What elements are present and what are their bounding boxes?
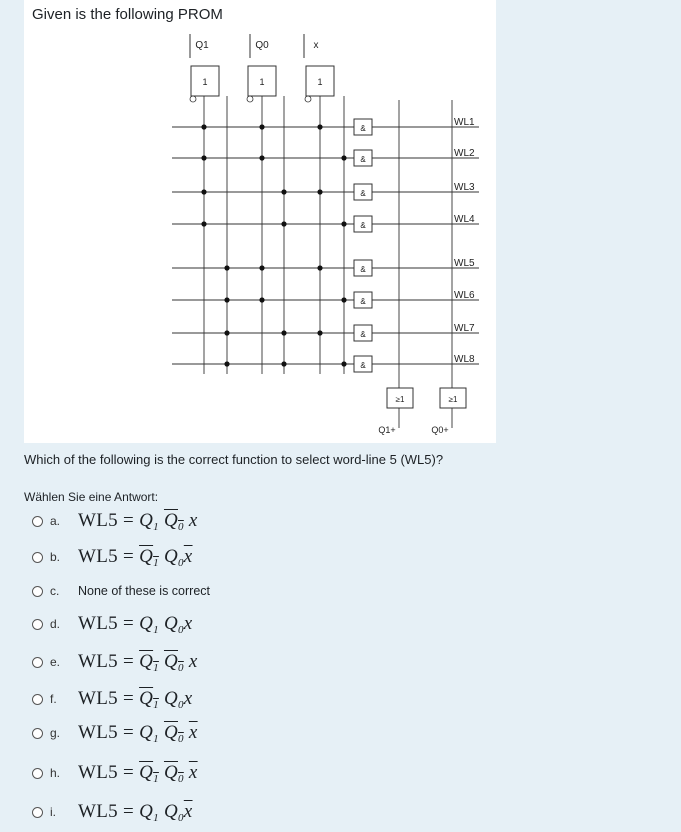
inverter-bubble <box>305 96 311 102</box>
connection-dot <box>259 297 264 302</box>
option-letter: e. <box>50 655 61 669</box>
output-label: Q0+ <box>431 425 449 435</box>
connection-dot <box>341 155 346 160</box>
connection-dot <box>224 330 229 335</box>
connection-dot <box>259 124 264 129</box>
radio-g[interactable] <box>32 728 43 739</box>
prom-diagram <box>24 0 496 443</box>
option-letter: a. <box>50 514 61 528</box>
connection-dot <box>224 361 229 366</box>
radio-d[interactable] <box>32 619 43 630</box>
question-text: Which of the following is the correct function to select word-line 5 (WL5)? <box>24 452 444 467</box>
option-d[interactable] <box>32 609 193 639</box>
and-gate-label: & <box>360 189 366 198</box>
option-formula: $WL5 = Q_1$ $Q_0$ x <box>78 650 198 674</box>
connection-dot <box>201 189 206 194</box>
connection-dot <box>259 155 264 160</box>
and-gate-label: & <box>360 221 366 230</box>
word-line-label: WL7 <box>454 323 475 334</box>
radio-b[interactable] <box>32 552 43 563</box>
answer-prompt: Wählen Sie eine Antwort: <box>24 490 159 504</box>
connection-dot <box>201 124 206 129</box>
option-letter: c. <box>50 584 60 598</box>
connection-dot <box>281 361 286 366</box>
figure-title: Given is the following PROM <box>32 6 223 23</box>
word-line-label: WL4 <box>454 214 475 225</box>
and-gate-label: & <box>360 361 366 370</box>
and-gate-label: & <box>360 330 366 339</box>
word-line-label: WL1 <box>454 117 475 128</box>
connection-dot <box>259 265 264 270</box>
inverter-bubble <box>247 96 253 102</box>
input-label: x <box>313 40 319 51</box>
connection-dot <box>341 297 346 302</box>
buffer-label: 1 <box>259 77 265 87</box>
radio-e[interactable] <box>32 657 43 668</box>
option-letter: f. <box>50 692 57 706</box>
and-gate-label: & <box>360 155 366 164</box>
option-formula: $WL5 = Q_1$ $Q_0x$ <box>78 687 193 711</box>
buffer-label: 1 <box>317 77 323 87</box>
and-gate-label: & <box>360 265 366 274</box>
connection-dot <box>224 265 229 270</box>
option-e[interactable] <box>32 647 198 677</box>
option-f[interactable] <box>32 684 193 714</box>
option-letter: b. <box>50 550 61 564</box>
option-i[interactable] <box>32 797 193 827</box>
buffer-label: 1 <box>202 77 208 87</box>
or-gate-label: ≥1 <box>395 395 405 404</box>
and-gate-label: & <box>360 124 366 133</box>
radio-h[interactable] <box>32 768 43 779</box>
word-line-label: WL6 <box>454 290 475 301</box>
connection-dot <box>317 124 322 129</box>
option-letter: i. <box>50 805 56 819</box>
connection-dot <box>317 330 322 335</box>
radio-c[interactable] <box>32 586 43 597</box>
word-line-label: WL3 <box>454 182 475 193</box>
connection-dot <box>317 189 322 194</box>
prom-figure <box>24 0 496 443</box>
radio-i[interactable] <box>32 807 43 818</box>
connection-dot <box>341 361 346 366</box>
connection-dot <box>281 221 286 226</box>
word-line-label: WL8 <box>454 354 475 365</box>
option-g[interactable] <box>32 718 198 748</box>
connection-dot <box>201 221 206 226</box>
or-gate-label: ≥1 <box>448 395 458 404</box>
option-b[interactable] <box>32 542 193 572</box>
inverter-bubble <box>190 96 196 102</box>
connection-dot <box>281 189 286 194</box>
radio-a[interactable] <box>32 516 43 527</box>
option-c[interactable] <box>32 576 210 606</box>
option-formula: $WL5 = Q_1$ $Q_0\overline{x}$ <box>78 545 193 569</box>
option-h[interactable] <box>32 758 198 788</box>
connection-dot <box>341 221 346 226</box>
option-letter: h. <box>50 766 61 780</box>
connection-dot <box>224 297 229 302</box>
option-formula: $WL5 = Q_1$ $Q_0$ $\overline{x}$ <box>78 721 198 745</box>
option-formula: $WL5 = Q_1$ $Q_0x$ <box>78 612 193 636</box>
option-a[interactable] <box>32 506 198 536</box>
option-letter: g. <box>50 726 61 740</box>
and-gate-label: & <box>360 297 366 306</box>
output-label: Q1+ <box>378 425 396 435</box>
option-formula: $WL5 = Q_1$ $Q_0$ x <box>78 509 198 533</box>
word-line-label: WL2 <box>454 148 475 159</box>
radio-f[interactable] <box>32 694 43 705</box>
connection-dot <box>317 265 322 270</box>
word-line-label: WL5 <box>454 258 475 269</box>
option-formula: $WL5 = Q_1$ $Q_0\overline{x}$ <box>78 800 193 824</box>
input-label: Q1 <box>195 40 209 51</box>
option-letter: d. <box>50 617 61 631</box>
connection-dot <box>281 330 286 335</box>
option-text: None of these is correct <box>78 584 211 598</box>
input-label: Q0 <box>255 40 269 51</box>
option-formula: $WL5 = Q_1$ $Q_0$ $\overline{x}$ <box>78 761 198 785</box>
connection-dot <box>201 155 206 160</box>
